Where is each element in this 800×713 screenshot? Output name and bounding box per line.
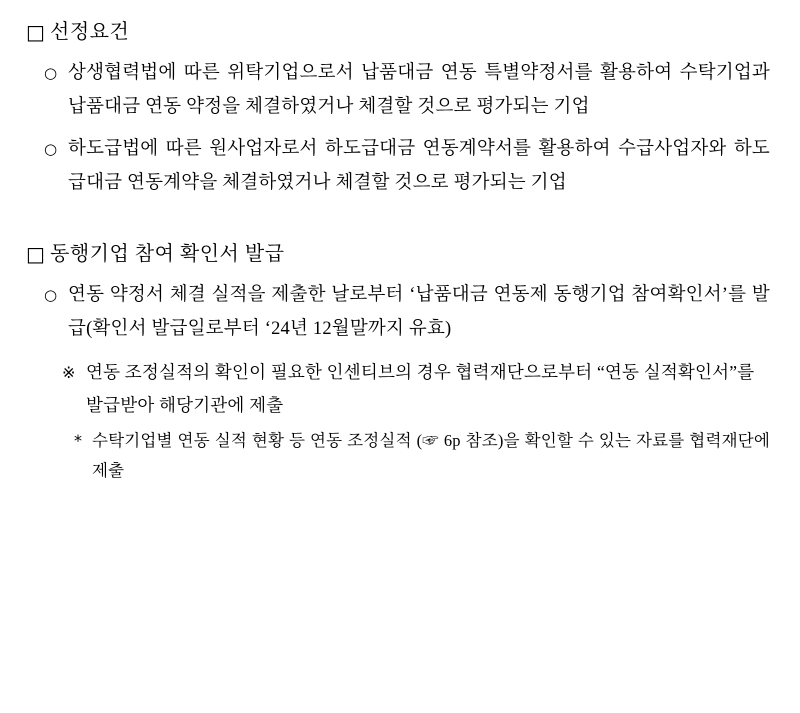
reference-mark-icon: ※: [62, 363, 76, 382]
square-bullet-icon: □: [26, 242, 45, 266]
section-heading-selection-requirements: [26, 18, 770, 46]
asterisk-icon: *: [74, 431, 82, 450]
list-item-text: 상생협력법에 따른 위탁기업으로서 납품대금 연동 특별약정서를 활용하여 수탁기업과 납품대금 연동 약정을 체결하였거나 체결할 것으로 평가되는 기업: [68, 63, 770, 117]
note-item-text: 연동 조정실적의 확인이 필요한 인센티브의 경우 협력재단으로부터 “연동 실적확인서”를 발급받아 해당기관에 제출: [86, 362, 755, 415]
list-item: [26, 56, 770, 124]
section-heading-text: 동행기업 참여 확인서 발급: [50, 243, 285, 265]
section-divider-space: [26, 208, 770, 234]
subnote-item: [26, 426, 770, 486]
circle-bullet-icon: ○: [44, 140, 58, 158]
square-bullet-icon: □: [26, 20, 45, 44]
list-item: [26, 278, 770, 346]
circle-bullet-icon: ○: [44, 286, 58, 304]
note-item: [26, 356, 770, 422]
list-item-text: 하도급법에 따른 원사업자로서 하도급대금 연동계약서를 활용하여 수급사업자와 하도급대금 연동계약을 체결하였거나 체결할 것으로 평가되는 기업: [68, 139, 770, 193]
subnote-item-text: 수탁기업별 연동 실적 현황 등 연동 조정실적 (☞ 6p 참조)을 확인할 수 있는 자료를 협력재단에 제출: [92, 431, 770, 480]
circle-bullet-icon: ○: [44, 64, 58, 82]
list-item-text: 연동 약정서 체결 실적을 제출한 날로부터 ‘납품대금 연동제 동행기업 참여확인서’를 발급(확인서 발급일로부터 ‘24년 12월말까지 유효): [68, 285, 770, 339]
section-heading-text: 선정요건: [50, 21, 130, 43]
list-item: [26, 132, 770, 200]
section-heading-certificate-issuance: [26, 240, 770, 268]
